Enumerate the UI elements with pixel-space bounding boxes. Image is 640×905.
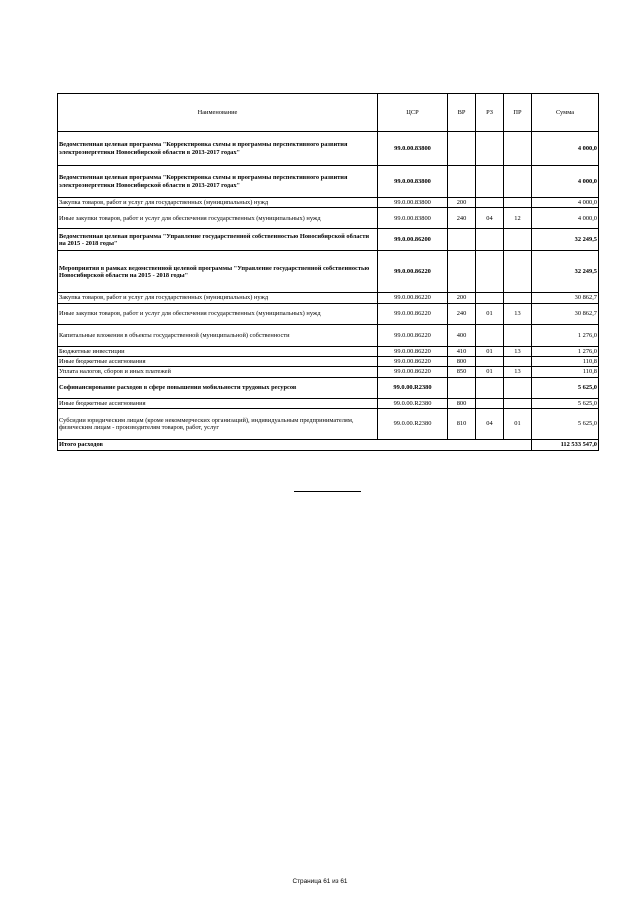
cell-vr: 400 [448, 324, 476, 346]
cell-name: Ведомственная целевая программа "Корректировка схемы и программы перспективного развития электроэнергетики Новосибирской области в 2013-2017 годах" [58, 132, 378, 166]
cell-name: Иные закупки товаров, работ и услуг для обеспечения государственных (муниципальных) нужд [58, 303, 378, 324]
cell-sum: 5 625,0 [532, 377, 599, 398]
cell-rz [476, 251, 504, 293]
cell-pr [504, 357, 532, 367]
table-row [58, 346, 599, 356]
table-row [58, 132, 599, 166]
table-row [58, 377, 599, 398]
cell-pr [504, 198, 532, 208]
table-row [58, 293, 599, 303]
cell-name: Мероприятия в рамках ведомственной целевой программы "Управление государственной собственностью Новосибирской области на 2015 - 2018 годы" [58, 251, 378, 293]
table-row [58, 251, 599, 293]
header-csr: ЦСР [378, 94, 448, 132]
cell-pr [504, 229, 532, 251]
cell-rz: 01 [476, 303, 504, 324]
cell-pr [504, 293, 532, 303]
cell-pr [504, 251, 532, 293]
cell-rz [476, 324, 504, 346]
cell-name: Ведомственная целевая программа "Управление государственной собственностью Новосибирской области на 2015 - 2018 годы" [58, 229, 378, 251]
cell-name: Иные бюджетные ассигнования [58, 398, 378, 408]
cell-rz: 01 [476, 346, 504, 356]
table-row [58, 229, 599, 251]
total-sum: 112 533 547,0 [532, 440, 599, 450]
cell-pr: 13 [504, 303, 532, 324]
cell-rz [476, 293, 504, 303]
table-row [58, 198, 599, 208]
table-row [58, 409, 599, 440]
cell-rz [476, 166, 504, 198]
cell-vr: 200 [448, 293, 476, 303]
cell-sum: 1 276,0 [532, 346, 599, 356]
cell-name: Субсидии юридическим лицам (кроме некоммерческих организаций), индивидуальным предпринимателям, физическим лицам - производителям товаров, работ, услуг [58, 409, 378, 440]
cell-csr: 99.0.00.86220 [378, 367, 448, 377]
cell-vr: 810 [448, 409, 476, 440]
cell-sum: 32 249,5 [532, 251, 599, 293]
cell-sum: 4 000,0 [532, 198, 599, 208]
cell-csr: 99.0.00.R2380 [378, 377, 448, 398]
table-row [58, 357, 599, 367]
cell-csr: 99.0.00.R2380 [378, 398, 448, 408]
page-number: Страница 61 из 61 [292, 878, 348, 885]
cell-rz: 04 [476, 208, 504, 229]
cell-csr: 99.0.00.86220 [378, 303, 448, 324]
cell-name: Иные закупки товаров, работ и услуг для обеспечения государственных (муниципальных) нужд [58, 208, 378, 229]
table-row [58, 367, 599, 377]
cell-pr [504, 166, 532, 198]
cell-sum: 32 249,5 [532, 229, 599, 251]
cell-pr: 12 [504, 208, 532, 229]
cell-csr: 99.0.00.R2380 [378, 409, 448, 440]
cell-vr: 800 [448, 398, 476, 408]
cell-sum: 30 862,7 [532, 303, 599, 324]
cell-vr [448, 251, 476, 293]
cell-vr: 800 [448, 357, 476, 367]
cell-csr: 99.0.00.86220 [378, 357, 448, 367]
cell-sum: 110,8 [532, 367, 599, 377]
table-row [58, 208, 599, 229]
cell-csr: 99.0.00.83800 [378, 198, 448, 208]
cell-vr [448, 229, 476, 251]
budget-table [57, 93, 599, 451]
separator-line [294, 491, 361, 492]
cell-rz: 01 [476, 367, 504, 377]
cell-vr [448, 377, 476, 398]
total-label: Итого расходов [58, 440, 532, 450]
header-pr: ПР [504, 94, 532, 132]
cell-sum: 30 862,7 [532, 293, 599, 303]
table-row [58, 324, 599, 346]
cell-csr: 99.0.00.86220 [378, 346, 448, 356]
cell-name: Уплата налогов, сборов и иных платежей [58, 367, 378, 377]
cell-pr [504, 324, 532, 346]
cell-name: Капитальные вложения в объекты государственной (муниципальной) собственности [58, 324, 378, 346]
header-sum: Сумма [532, 94, 599, 132]
cell-csr: 99.0.00.86220 [378, 324, 448, 346]
cell-vr: 200 [448, 198, 476, 208]
cell-sum: 4 000,0 [532, 208, 599, 229]
cell-sum: 1 276,0 [532, 324, 599, 346]
cell-sum: 4 000,0 [532, 166, 599, 198]
cell-pr: 01 [504, 409, 532, 440]
header-rz: РЗ [476, 94, 504, 132]
cell-rz [476, 198, 504, 208]
cell-name: Бюджетные инвестиции [58, 346, 378, 356]
cell-name: Ведомственная целевая программа "Корректировка схемы и программы перспективного развития электроэнергетики Новосибирской области в 2013-2017 годах" [58, 166, 378, 198]
cell-vr [448, 132, 476, 166]
table-row [58, 398, 599, 408]
cell-csr: 99.0.00.83800 [378, 208, 448, 229]
cell-pr: 13 [504, 367, 532, 377]
cell-sum: 110,8 [532, 357, 599, 367]
cell-vr: 240 [448, 208, 476, 229]
cell-csr: 99.0.00.83800 [378, 132, 448, 166]
cell-sum: 4 000,0 [532, 132, 599, 166]
cell-vr: 410 [448, 346, 476, 356]
cell-vr [448, 166, 476, 198]
cell-pr [504, 398, 532, 408]
cell-vr: 850 [448, 367, 476, 377]
header-name: Наименование [58, 94, 378, 132]
table-body [58, 132, 599, 440]
table-row [58, 166, 599, 198]
cell-pr [504, 132, 532, 166]
cell-rz [476, 377, 504, 398]
table-header-row [58, 94, 599, 132]
cell-vr: 240 [448, 303, 476, 324]
cell-name: Софинансирование расходов в сфере повышения мобильности трудовых ресурсов [58, 377, 378, 398]
cell-rz [476, 398, 504, 408]
cell-name: Иные бюджетные ассигнования [58, 357, 378, 367]
cell-csr: 99.0.00.86200 [378, 229, 448, 251]
header-vr: ВР [448, 94, 476, 132]
cell-sum: 5 625,0 [532, 398, 599, 408]
cell-rz: 04 [476, 409, 504, 440]
cell-csr: 99.0.00.86220 [378, 251, 448, 293]
cell-pr: 13 [504, 346, 532, 356]
cell-rz [476, 229, 504, 251]
cell-pr [504, 377, 532, 398]
cell-csr: 99.0.00.83800 [378, 166, 448, 198]
cell-csr: 99.0.00.86220 [378, 293, 448, 303]
cell-name: Закупка товаров, работ и услуг для государственных (муниципальных) нужд [58, 198, 378, 208]
cell-rz [476, 132, 504, 166]
cell-sum: 5 625,0 [532, 409, 599, 440]
cell-rz [476, 357, 504, 367]
total-row [58, 440, 599, 450]
table-row [58, 303, 599, 324]
cell-name: Закупка товаров, работ и услуг для государственных (муниципальных) нужд [58, 293, 378, 303]
